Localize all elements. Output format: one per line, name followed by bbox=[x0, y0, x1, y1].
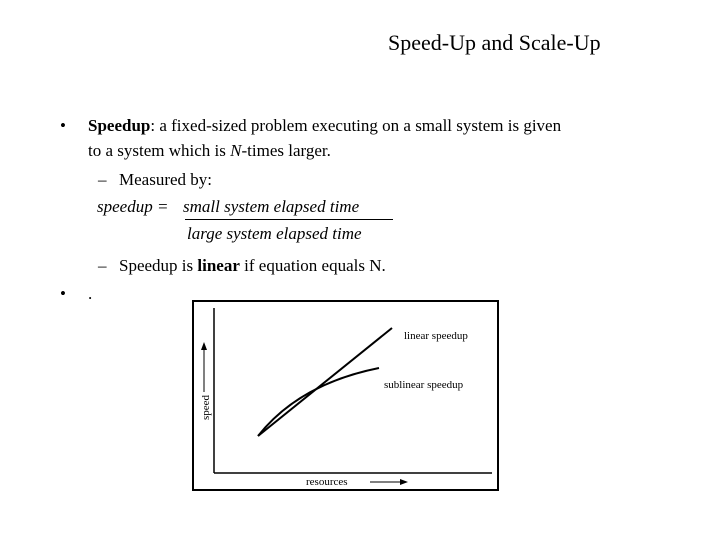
linear-speedup-line bbox=[258, 328, 392, 436]
x-arrow-head-icon bbox=[400, 479, 408, 485]
dash-marker: – bbox=[98, 170, 107, 189]
bullet-marker: • bbox=[60, 284, 66, 303]
slide-title: Speed-Up and Scale-Up bbox=[388, 30, 601, 55]
sub-measured-by: Measured by: bbox=[119, 170, 213, 189]
bullet1-line2 bbox=[88, 141, 331, 161]
bullet1-text-b-post: -times larger. bbox=[241, 141, 331, 160]
speedup-diagram bbox=[192, 300, 499, 491]
bullet1-text-b-pre: to a system which is bbox=[88, 141, 231, 160]
fraction-bar bbox=[185, 219, 393, 220]
bullet1-text-b-var: N bbox=[230, 141, 242, 160]
bullet2-text: . bbox=[88, 284, 93, 303]
sub2-bold: linear bbox=[197, 256, 240, 275]
bullet1-line1 bbox=[88, 116, 561, 136]
label-sublinear-speedup: sublinear speedup bbox=[384, 379, 464, 391]
dash-marker: – bbox=[98, 256, 107, 275]
y-arrow-head-icon bbox=[201, 342, 207, 350]
speedup-term: Speedup bbox=[88, 116, 151, 135]
axis-label-speed: speed bbox=[200, 394, 212, 420]
formula-denominator: large system elapsed time bbox=[187, 224, 362, 243]
bullet1-text-a: : a fixed-sized problem executing on a small system is given bbox=[150, 116, 562, 135]
formula-numerator: small system elapsed time bbox=[183, 197, 360, 216]
sub2-post: if equation equals N. bbox=[239, 256, 386, 275]
speedup-diagram-svg bbox=[194, 302, 497, 489]
sublinear-speedup-curve bbox=[258, 368, 379, 436]
axis-label-resources: resources bbox=[306, 476, 348, 488]
bullet-marker: • bbox=[60, 116, 66, 135]
sub-linear-def bbox=[119, 256, 386, 276]
formula-lhs: speedup = bbox=[97, 197, 169, 216]
sub2-pre: Speedup is bbox=[119, 256, 198, 275]
label-linear-speedup: linear speedup bbox=[404, 330, 468, 342]
